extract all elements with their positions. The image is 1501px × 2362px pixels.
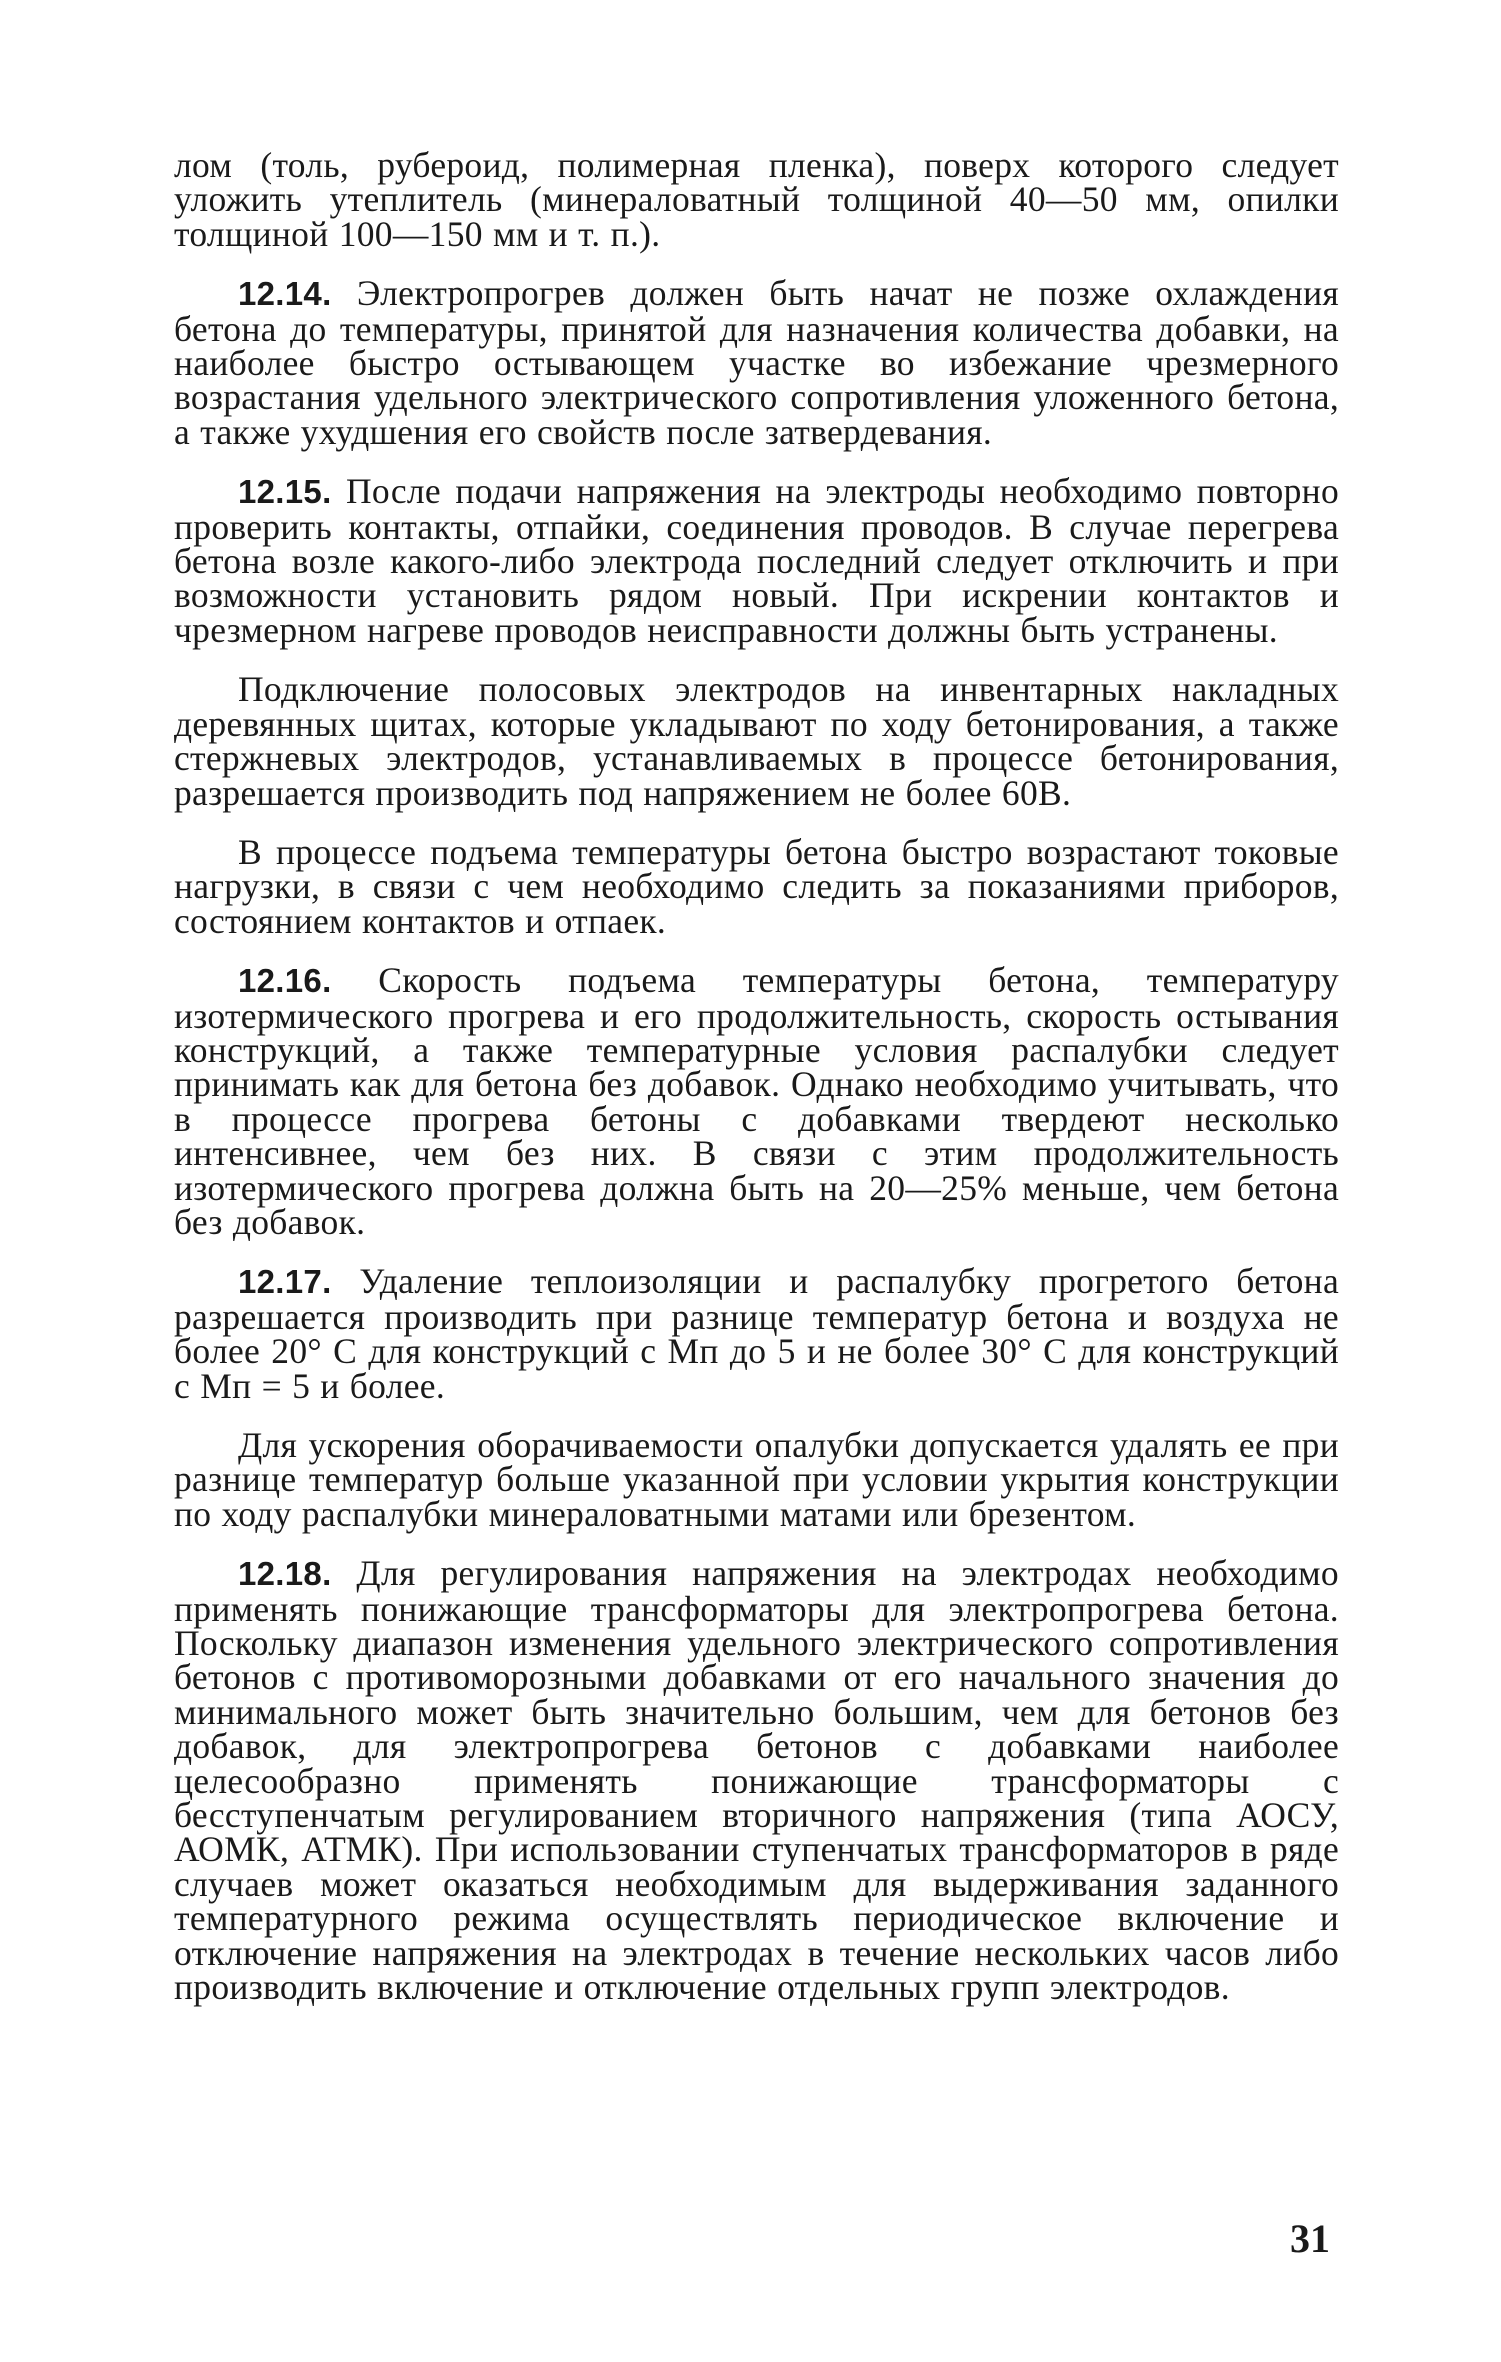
section-number: 12.18. [238, 1555, 332, 1593]
paragraph-text: В процессе подъема температуры бетона быстро возрастают токовые нагрузки, в связи с чем необходимо следить за показаниями приборов, состоянием контактов и отпаек. [174, 831, 1339, 941]
paragraph-text: Для регулирования напряжения на электродах необходимо применять понижающие трансформаторы для электропрогрева бетона. Поскольку диапазон изменения удельного электрического сопротивления бетонов с противоморозными добавками от его начального значения до минимального может быть значительно большим, чем для бетонов без добавок, для электропрогрева бетонов с добавками наиболее целесообразно применять понижающие трансформаторы с бесступенчатым регулированием вторичного напряжения (типа АОСУ, АОМК, АТМК). При использовании ступенчатых трансформаторов в ряде случаев может оказаться необходимым для выдерживания заданного температурного режима осуществлять периодическое включение и отключение напряжения на электродах в течение нескольких часов либо производить включение и отключение отдельных групп электродов. [174, 1553, 1339, 2008]
page-number: 31 [1290, 2216, 1330, 2261]
paragraph-12-17 [174, 1261, 1339, 1406]
paragraph-12-15 [174, 471, 1339, 650]
paragraph-text: Для ускорения оборачиваемости опалубки допускается удалять ее при разнице температур больше указанной при условии укрытия конструкции по ходу распалубки минераловатными матами или брезентом. [174, 1425, 1339, 1534]
paragraph-formwork-turnover [174, 1425, 1339, 1534]
section-number: 12.14. [238, 275, 332, 313]
paragraph-electrodes-connection [174, 669, 1339, 813]
paragraph-12-14 [174, 273, 1339, 452]
section-number: 12.17. [238, 1263, 332, 1301]
page-body [174, 145, 1339, 2030]
paragraph-12-18 [174, 1553, 1339, 2008]
paragraph-text: лом (толь, рубероид, полимерная пленка), поверх которого следует уложить утеплитель (минераловатный толщиной 40—50 мм, опилки толщиной 100—150 мм и т. п.). [174, 145, 1339, 254]
paragraph-12-16 [174, 960, 1339, 1242]
paragraph-text: Удаление теплоизоляции и распалубку прогретого бетона разрешается производить при разнице температур бетона и воздуха не более 20° С для конструкций с Мп до 5 и не более 30° С для конструкций с Мп = 5 и более. [174, 1261, 1339, 1406]
paragraph-continuation [174, 145, 1339, 254]
section-number: 12.15. [238, 473, 332, 511]
paragraph-text: Подключение полосовых электродов на инвентарных накладных деревянных щитах, которые укладывают по ходу бетонирования, а также стержневых электродов, устанавливаемых в процессе бетонирования, разрешается производить под напряжением не более 60В. [174, 669, 1339, 813]
paragraph-text: После подачи напряжения на электроды необходимо повторно проверить контакты, отпайки, соединения проводов. В случае перегрева бетона возле какого-либо электрода последний следует отключить и при возможности установить рядом новый. При искрении контактов и чрезмерном нагреве проводов неисправности должны быть устранены. [174, 471, 1339, 650]
section-number: 12.16. [238, 962, 332, 1000]
paragraph-text: Скорость подъема температуры бетона, температуру изотермического прогрева и его продолжительность, скорость остывания конструкций, а также температурные условия распалубки следует принимать как для бетона без добавок. Однако необходимо учитывать, что в процессе прогрева бетоны с добавками твердеют несколько интенсивнее, чем без них. В связи с этим продолжительность изотермического прогрева должна быть на 20—25% меньше, чем бетона без добавок. [174, 960, 1339, 1242]
paragraph-current-loads [174, 831, 1339, 941]
paragraph-text: Электропрогрев должен быть начат не позже охлаждения бетона до температуры, принятой для назначения количества добавки, на наиболее быстро остывающем участке во избежание чрезмерного возрастания удельного электрического сопротивления уложенного бетона, а также ухудшения его свойств после затвердевания. [174, 273, 1339, 452]
